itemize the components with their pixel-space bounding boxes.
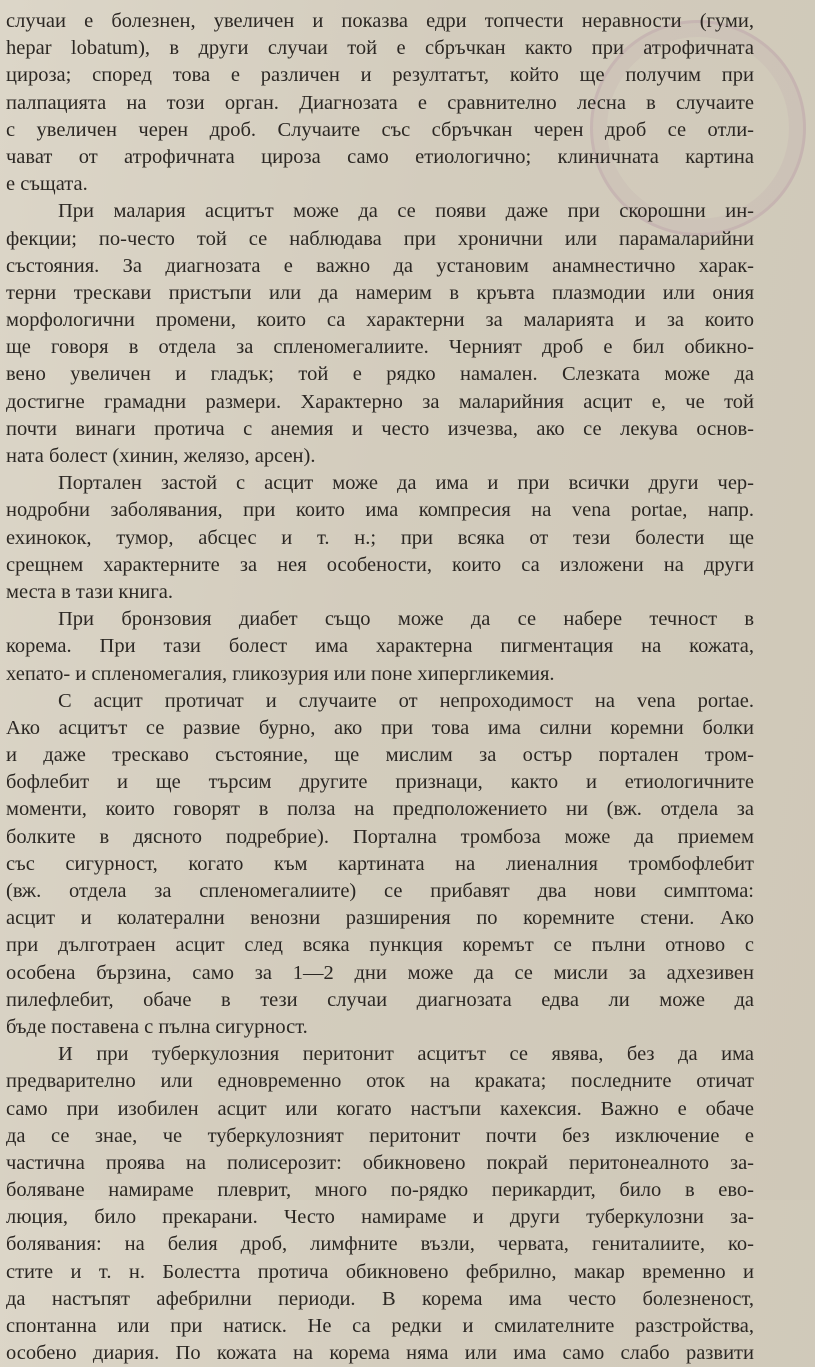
text-line: Портален застой с асцит може да има и при всички други чер- <box>58 472 754 495</box>
text-line: вено увеличен и гладък; той е рядко намален. Слезката може да <box>6 363 754 386</box>
text-line: При малария асцитът може да се появи даже при скорошни ин- <box>58 200 754 223</box>
text-line: палпацията на този орган. Диагнозата е сравнително лесна в случаите <box>6 91 754 114</box>
text-line: Ако асцитът се развие бурно, ако при това има силни коремни болки <box>6 716 754 739</box>
text-line: със сигурност, когато към картината на лиеналния тромбофлебит <box>6 852 754 875</box>
text-line: особено диария. По кожата на корема няма или има само слабо развити <box>6 1342 754 1365</box>
text-line: стите и т. н. Болестта протича обикновено фебрилно, макар временно и <box>6 1260 754 1283</box>
text-line: достигне грамадни размери. Характерно за маларийния асцит е, че той <box>6 390 754 413</box>
text-line: И при туберкулозния перитонит асцитът се явява, без да има <box>58 1043 754 1066</box>
text-line: е същата. <box>6 173 88 196</box>
text-line: болките в дясното подребрие). Портална тромбоза може да приемем <box>6 825 754 848</box>
text-line: с увеличен черен дроб. Случаите със сбръчкан черен дроб се отли- <box>6 118 754 141</box>
text-line: състояния. За диагнозата е важно да установим анамнестично харак- <box>6 254 754 277</box>
text-line: (вж. отдела за спленомегалиите) се прибавят два нови симптома: <box>6 880 754 902</box>
text-line: чават от атрофичната цироза само етиологично; клиничната картина <box>6 145 754 168</box>
text-line: особена бързина, само за 1—2 дни може да се мисли за адхезивен <box>6 961 754 984</box>
text-line: да настъпят афебрилни периоди. В корема има често болезненост, <box>6 1287 754 1310</box>
text-line: С асцит протичат и случаите от непроходимост на vena portae. <box>58 689 754 712</box>
text-line: случаи е болезнен, увеличен и показва едри топчести неравности (гуми, <box>6 10 754 32</box>
text-line: ще говоря в отдела за спленомегалиите. Черният дроб е бил обикно- <box>6 336 754 359</box>
text-line: ехинокок, тумор, абсцес и т. н.; при всяка от тези болести ще <box>6 526 754 549</box>
text-line: нодробни заболявания, при които има компресия на vena portae, напр. <box>6 499 754 522</box>
text-line: ната болест (хинин, желязо, арсен). <box>6 445 316 467</box>
text-line: и даже трескаво състояние, ще мислим за остър портален тром- <box>6 744 754 767</box>
text-line: морфологични промени, които са характерни за маларията и за които <box>6 309 754 332</box>
text-line: hepar lobatum), в други случаи той е сбръчкан както при атрофичната <box>6 37 754 60</box>
text-line: моменти, които говорят в полза на предположението ни (вж. отдела за <box>6 798 754 821</box>
text-line: При бронзовия диабет също може да се набере течност в <box>58 608 754 631</box>
text-line: бофлебит и ще търсим другите признаци, както и етиологичните <box>6 771 754 794</box>
text-line: при дълготраен асцит след всяка пункция коремът се пълни отново с <box>6 934 754 957</box>
text-line: пилефлебит, обаче в тези случаи диагнозата едва ли може да <box>6 988 754 1011</box>
text-line: спонтанна или при натиск. Не са редки и смилателните разстройства, <box>6 1315 754 1337</box>
text-line: почти винаги протича с анемия и често изчезва, ако се лекува основ- <box>6 417 754 440</box>
text-line: фекции; по-често той се наблюдава при хронични или парамаларийни <box>6 227 754 250</box>
text-line: места в тази книга. <box>6 580 173 603</box>
text-line: хепато- и спленомегалия, гликозурия или поне хипергликемия. <box>6 662 555 685</box>
text-line: асцит и колатерални венозни разширения по коремните стени. Ако <box>6 907 754 930</box>
text-line: частична проява на полисерозит: обикновено покрай перитонеалното за- <box>6 1151 754 1174</box>
text-line: боляване намираме плеврит, много по-рядко перикардит, било в ево- <box>6 1179 754 1202</box>
text-line: цироза; според това е различен и резултатът, който ще получим при <box>6 64 754 87</box>
text-line: болявания: на белия дроб, лимфните възли, червата, гениталиите, ко- <box>6 1233 754 1256</box>
text-line: предварително или едновременно оток на краката; последните отичат <box>6 1070 754 1093</box>
text-line: само при изобилен асцит или когато настъпи кахексия. Важно е обаче <box>6 1097 754 1120</box>
text-line: бъде поставена с пълна сигурност. <box>6 1015 308 1038</box>
text-line: срещнем характерните за нея особености, които са изложени на други <box>6 553 754 576</box>
text-line: да се знае, че туберкулозният перитонит почти без изключение е <box>6 1124 754 1147</box>
text-line: терни трескави пристъпи или да намерим в кръвта плазмодии или ония <box>6 281 754 304</box>
text-line: корема. При тази болест има характерна пигментация на кожата, <box>6 635 754 658</box>
page-text <box>6 8 754 1367</box>
text-line: люция, било прекарани. Често намираме и други туберкулозни за- <box>6 1206 754 1229</box>
